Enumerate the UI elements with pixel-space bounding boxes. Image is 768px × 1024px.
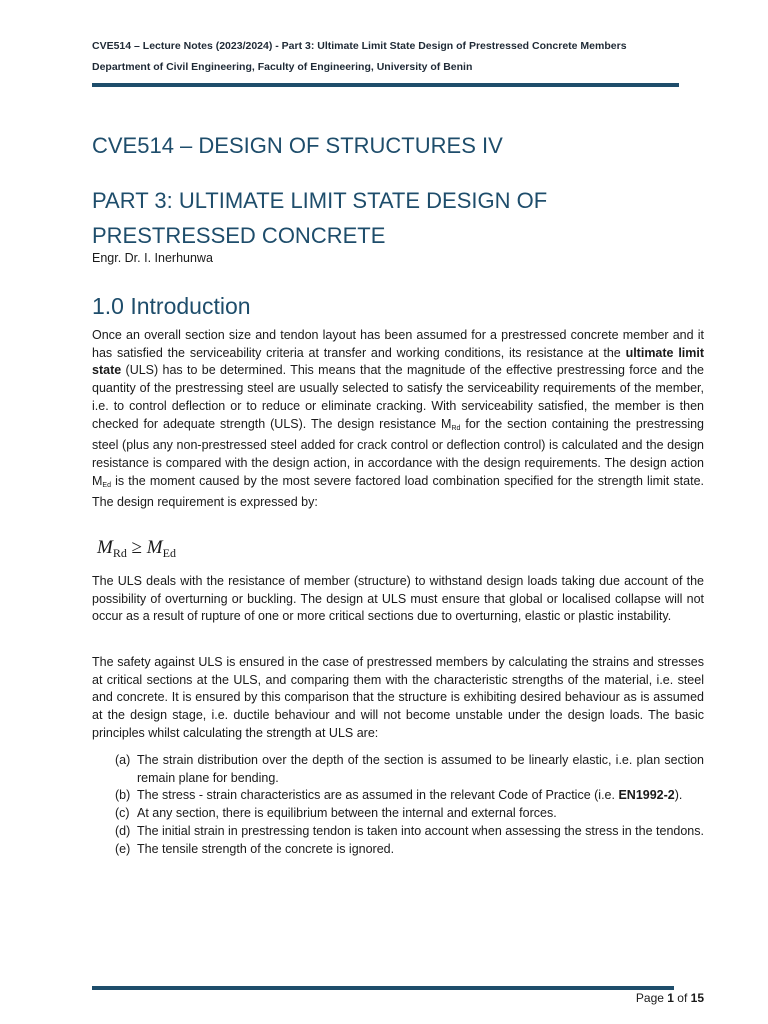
list-marker: (b) [115, 788, 131, 803]
p1-text-e: is the moment caused by the most severe factored load combination specified for the strength limit state. The design requirement is expressed by: [92, 473, 704, 510]
list-marker: (d) [115, 823, 131, 838]
formula-lhs-sub: Rd [112, 546, 127, 560]
list-item-text: The strain distribution over the depth of the section is assumed to be linearly elastic, i.e. plan section remain plane for bending. [137, 753, 704, 785]
formula-rhs-sub: Ed [162, 546, 176, 560]
list-item [92, 752, 704, 787]
section-heading: 1.0 Introduction [92, 293, 251, 319]
list-item [92, 787, 704, 805]
p1-sub-rd: Rd [451, 424, 461, 432]
part-title-line1: PART 3: ULTIMATE LIMIT STATE DESIGN OF [92, 188, 548, 213]
p1-bold-term: ultimate limit state [92, 345, 705, 378]
author: Engr. Dr. I. Inerhunwa [92, 251, 213, 265]
formula-lhs: M [97, 537, 113, 558]
principles-list [92, 752, 704, 858]
header-department-line: Department of Civil Engineering, Faculty of Engineering, University of Benin [92, 61, 473, 73]
list-item-text: The tensile strength of the concrete is ignored. [137, 841, 395, 856]
list-item [92, 805, 704, 823]
page-total: 15 [690, 991, 704, 1005]
p1-text-d: for the section containing the prestressing steel (plus any non-prestressed steel added for crack control or deflection control) is calculated and the design resistance is compared with the design action, in accordance with the design requirements. The design action M [92, 416, 704, 488]
paragraph-safety: The safety against ULS is ensured in the case of prestressed members by calculating the strains and stresses at critical sections at the ULS, and comparing them with the characteristic strengths of the material, i.e. steel and concrete. It is ensured by this comparison that the structure is exhibiting desired behaviour as is assumed at the design stage, i.e. ductile behaviour and will not become unstable under the design loads. The basic principles whilst calculating the strength at ULS are: [92, 655, 704, 740]
list-marker: (a) [115, 753, 131, 767]
list-item-text: The initial strain in prestressing tendon is taken into account when assessing the stress in the tendons. [137, 823, 704, 838]
page-number [636, 991, 704, 1005]
formula-operator: ≥ [126, 537, 147, 558]
part-title-line2: PRESTRESSED CONCRETE [92, 223, 386, 248]
paragraph-uls: The ULS deals with the resistance of member (structure) to withstand design loads taking due account of the possibility of overturning or buckling. The design at ULS must ensure that global or localised collapse will not occur as a result of rupture of one or more critical sections due to overturning, elastic or plastic instability. [92, 574, 704, 624]
part-title [92, 183, 692, 253]
paragraph-intro [92, 327, 704, 512]
design-requirement-formula [97, 537, 176, 561]
page-word: Page [635, 991, 668, 1005]
list-item-text-end: ). [674, 788, 683, 803]
header-divider [92, 83, 679, 87]
list-item-text: At any section, there is equilibrium between the internal and external forces. [137, 806, 557, 821]
list-marker: (c) [115, 806, 130, 821]
formula-rhs: M [146, 537, 163, 558]
list-item-code-ref: EN1992-2 [618, 788, 675, 803]
list-marker: (e) [115, 841, 131, 856]
header-course-line: CVE514 – Lecture Notes (2023/2024) - Part 3: Ultimate Limit State Design of Prestressed Concrete Members [92, 40, 627, 52]
p1-text-c: (ULS) has to be determined. This means that the magnitude of the effective prestressing force and the quantity of the prestressing steel are usually selected to satisfy the serviceability requirements of the member, i.e. to control deflection or to reduce or eliminate cracking. With serviceability satisfied, the member is then checked for adequate strength (ULS). The design resistance M [92, 363, 704, 431]
list-item [92, 841, 704, 859]
page-current: 1 [667, 991, 674, 1005]
page-of-word: of [673, 991, 691, 1005]
list-item [92, 823, 704, 841]
footer-divider [92, 986, 674, 990]
p1-text-a: Once an overall section size and tendon layout has been assumed for a prestressed concrete member and it has satisfied the serviceability criteria at transfer and working conditions, its resistance at the [92, 328, 704, 360]
running-header [92, 40, 682, 73]
list-item-text: The stress - strain characteristics are as assumed in the relevant Code of Practice (i.e. [137, 788, 619, 803]
p1-sub-ed: Ed [102, 481, 111, 489]
course-title: CVE514 – DESIGN OF STRUCTURES IV [92, 133, 503, 158]
